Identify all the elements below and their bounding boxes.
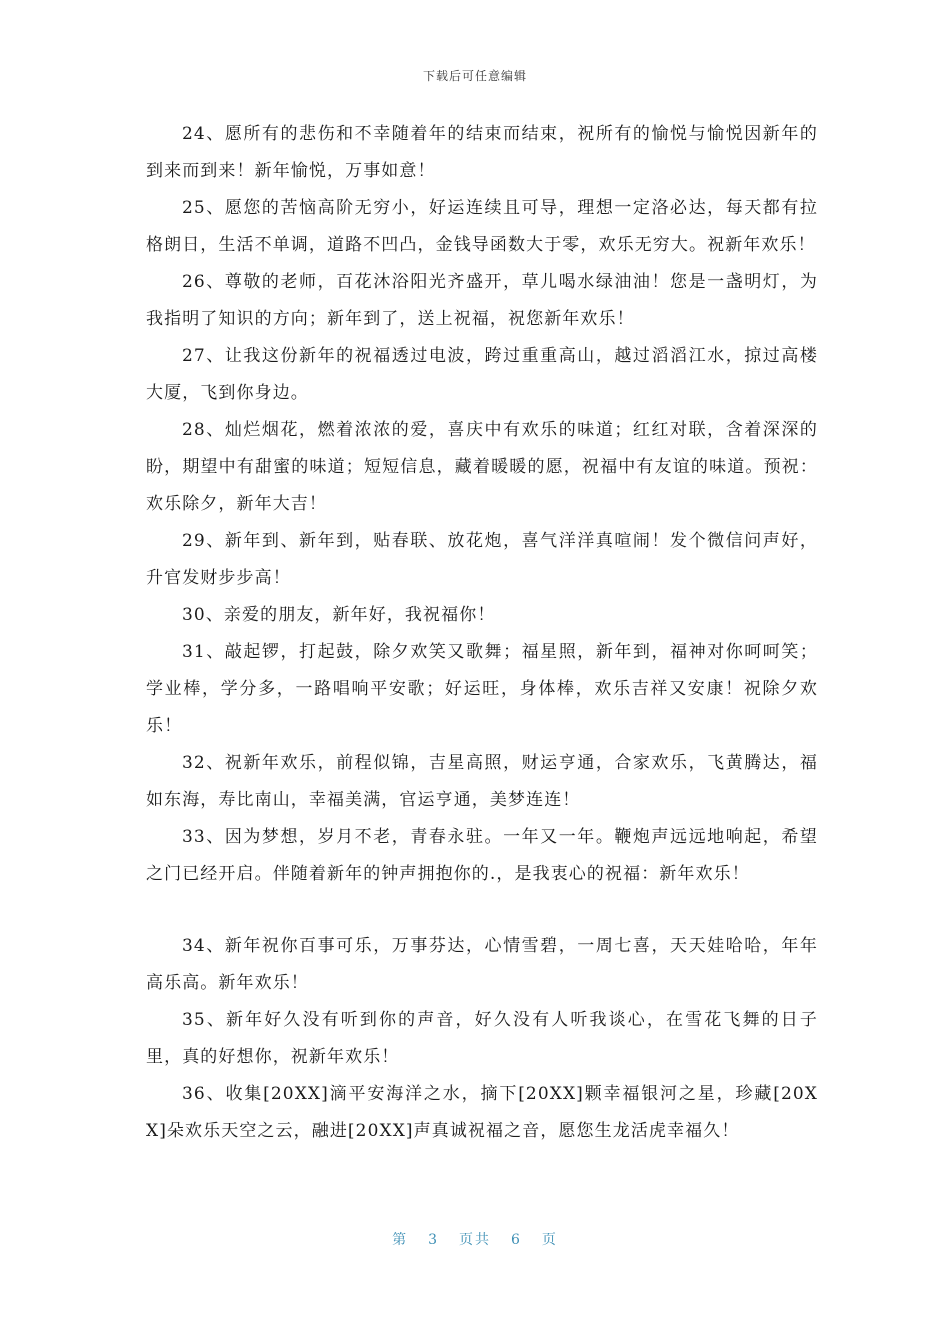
page-header-note: 下载后可任意编辑: [422, 69, 527, 83]
footer-ye-gong: 页共: [459, 1232, 491, 1248]
paragraph-30: 30、亲爱的朋友，新年好，我祝福你！: [182, 605, 496, 625]
paragraph-33: 33、因为梦想，岁月不老，青春永驻。一年又一年。鞭炮声远远地响起，希望之门已经开启。伴随着新年的钟声拥抱你的.，是我衷心的祝福：新年欢乐！: [146, 827, 818, 884]
footer-current-page: 3: [428, 1232, 439, 1248]
page-number-footer: [0, 1229, 950, 1249]
footer-di: 第: [392, 1232, 409, 1248]
paragraph-25: 25、愿您的苦恼高阶无穷小，好运连续且可导，理想一定洛必达，每天都有拉格朗日，生活不单调，道路不凹凸，金钱导函数大于零，欢乐无穷大。祝新年欢乐！: [146, 198, 818, 255]
footer-total-pages: 6: [511, 1232, 522, 1248]
paragraph-27: 27、让我这份新年的祝福透过电波，跨过重重高山，越过滔滔江水，掠过高楼大厦，飞到你身边。: [146, 346, 818, 403]
paragraph-32: 32、祝新年欢乐，前程似锦，吉星高照，财运亨通，合家欢乐，飞黄腾达，福如东海，寿比南山，幸福美满，官运亨通，美梦连连！: [146, 753, 818, 810]
paragraph-35: 35、新年好久没有听到你的声音，好久没有人听我谈心，在雪花飞舞的日子里，真的好想你，祝新年欢乐！: [146, 1010, 818, 1067]
document-body: [146, 116, 818, 1150]
paragraph-31: 31、敲起锣，打起鼓，除夕欢笑又歌舞；福星照，新年到，福神对你呵呵笑；学业棒，学分多，一路唱响平安歌；好运旺，身体棒，欢乐吉祥又安康！祝除夕欢乐！: [146, 642, 818, 736]
paragraph-34: 34、新年祝你百事可乐，万事芬达，心情雪碧，一周七喜，天天娃哈哈，年年高乐高。新年欢乐！: [146, 936, 818, 993]
paragraph-28: 28、灿烂烟花，燃着浓浓的爱，喜庆中有欢乐的味道；红红对联，含着深深的盼，期望中有甜蜜的味道；短短信息，藏着暖暖的愿，祝福中有友谊的味道。预祝：欢乐除夕，新年大吉！: [146, 420, 818, 514]
paragraph-24: 24、愿所有的悲伤和不幸随着年的结束而结束，祝所有的愉悦与愉悦因新年的到来而到来！新年愉悦，万事如意！: [146, 124, 818, 181]
footer-ye: 页: [541, 1232, 558, 1248]
paragraph-29: 29、新年到、新年到，贴春联、放花炮，喜气洋洋真喧闹！发个微信问声好，升官发财步步高！: [146, 531, 818, 588]
paragraph-36: 36、收集[20XX]滴平安海洋之水，摘下[20XX]颗幸福银河之星，珍藏[20XX]朵欢乐天空之云，融进[20XX]声真诚祝福之音，愿您生龙活虎幸福久！: [146, 1084, 818, 1141]
paragraph-26: 26、尊敬的老师，百花沐浴阳光齐盛开，草儿喝水绿油油！您是一盏明灯，为我指明了知识的方向；新年到了，送上祝福，祝您新年欢乐！: [146, 272, 818, 329]
